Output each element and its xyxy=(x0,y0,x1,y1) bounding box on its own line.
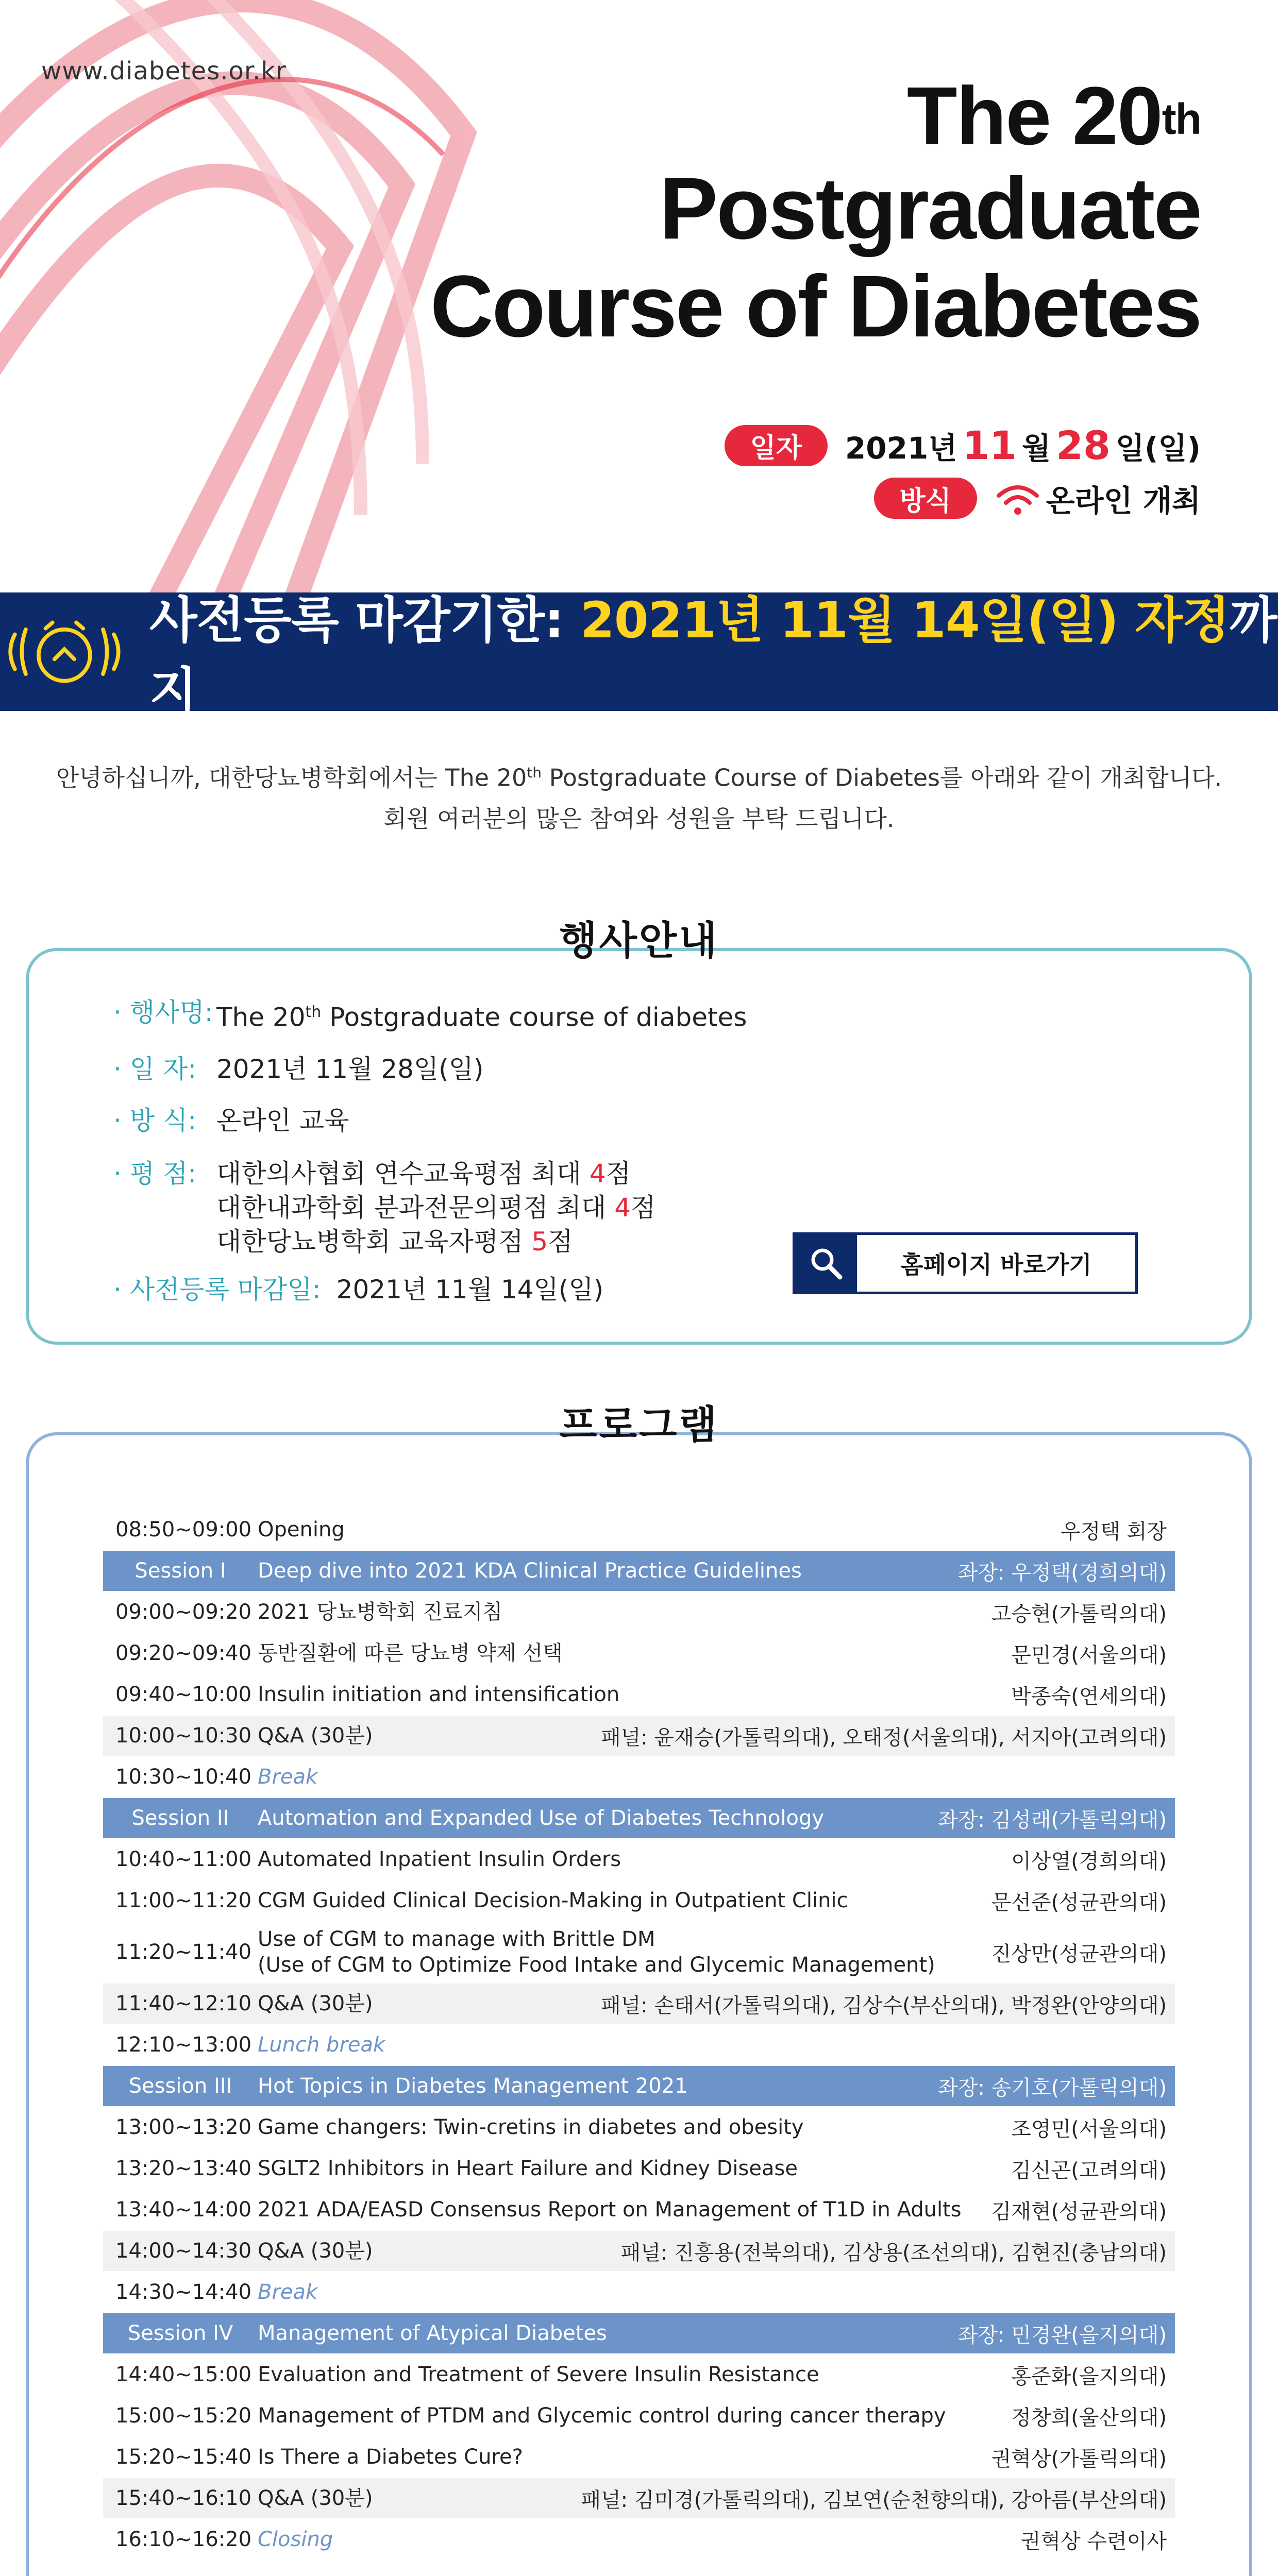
program-time: 09:20~09:40 xyxy=(115,1641,252,1665)
deadline-banner xyxy=(0,591,1278,720)
event-method-row xyxy=(113,1095,938,1146)
page-title xyxy=(430,72,1201,355)
credit-text: 대한의사협회 연수교육평점 최대 xyxy=(216,1158,590,1189)
qa-row xyxy=(103,1984,1175,2025)
program-person: 홍준화(을지의대) xyxy=(1011,2364,1167,2388)
program-content: Automation and Expanded Use of Diabetes Technology xyxy=(258,1806,825,1830)
program-content: Game changers: Twin-cretins in diabetes and obesity xyxy=(258,2115,804,2139)
program-row xyxy=(103,1592,1175,1633)
program-row xyxy=(103,1880,1175,1922)
program-time: 16:10~16:20 xyxy=(115,2528,252,2551)
program-time: 10:40~11:00 xyxy=(115,1848,252,1871)
program-content: Opening xyxy=(258,1518,345,1541)
program-time: 13:00~13:20 xyxy=(115,2115,252,2139)
program-content: Is There a Diabetes Cure? xyxy=(258,2445,523,2469)
date-day: 28 xyxy=(1056,422,1111,468)
credit-item xyxy=(216,1225,655,1259)
program-row xyxy=(103,2107,1175,2148)
program-content: Management of Atypical Diabetes xyxy=(258,2321,607,2345)
session-header-row xyxy=(103,1798,1175,1839)
session-header-row xyxy=(103,2313,1175,2354)
credit-item xyxy=(216,1191,655,1225)
program-person: 패널: 김미경(가톨릭의대), 김보연(순천향의대), 강아름(부산의대) xyxy=(581,2488,1167,2512)
program-person: 이상열(경희의대) xyxy=(1011,1849,1167,1873)
program-content: Deep dive into 2021 KDA Clinical Practice Guidelines xyxy=(258,1559,802,1583)
program-person: 좌장: 민경완(을지의대) xyxy=(957,2323,1167,2347)
method-value: 온라인 개최 xyxy=(1046,483,1201,518)
date-month: 11 xyxy=(962,422,1017,468)
program-person: 권혁상(가톨릭의대) xyxy=(991,2447,1167,2471)
title-line1: The 20 xyxy=(906,70,1162,162)
program-content: 2021 ADA/EASD Consensus Report on Management of T1D in Adults xyxy=(258,2198,962,2222)
program-content-line2: (Use of CGM to Optimize Food Intake and Glycemic Management) xyxy=(258,1953,935,1977)
program-person: 우정택 회장 xyxy=(1061,1519,1167,1544)
program-time: 15:20~15:40 xyxy=(115,2445,252,2469)
program-time: Session I xyxy=(134,1559,226,1583)
event-method-label: · 방 식: xyxy=(113,1095,216,1146)
program-content: Automated Inpatient Insulin Orders xyxy=(258,1848,621,1871)
program-time: 11:00~11:20 xyxy=(115,1889,252,1912)
deadline-text xyxy=(149,581,1278,722)
program-person: 김재현(성균관의대) xyxy=(991,2199,1167,2224)
title-line2: Postgraduate xyxy=(659,160,1201,258)
credit-unit: 점 xyxy=(606,1158,631,1189)
intro-line2: 회원 여러분의 많은 참여와 성원을 부탁 드립니다. xyxy=(383,805,895,833)
event-deadline-value: 2021년 11월 14일(일) xyxy=(336,1274,604,1304)
event-name-row xyxy=(113,987,938,1043)
program-content: Q&A (30분) xyxy=(258,1724,373,1748)
program-content: 2021 당뇨병학회 진료지침 xyxy=(258,1600,502,1624)
program-content xyxy=(258,1926,991,1978)
intro-sup: th xyxy=(527,764,542,781)
credit-text: 대한당뇨병학회 교육자평점 xyxy=(216,1226,532,1257)
event-name-value xyxy=(216,987,747,1043)
credit-num: 5 xyxy=(531,1226,548,1257)
event-date-label: · 일 자: xyxy=(113,1043,216,1095)
program-row xyxy=(103,2190,1175,2231)
date-pill: 일자 xyxy=(725,425,828,466)
deadline-pre: 사전등록 마감기한: xyxy=(149,591,580,649)
program-time: 09:00~09:20 xyxy=(115,1600,252,1624)
credit-unit: 점 xyxy=(548,1226,573,1257)
program-row xyxy=(103,2148,1175,2190)
program-time: 14:40~15:00 xyxy=(115,2363,252,2386)
program-content: Closing xyxy=(258,2528,333,2551)
program-person: 패널: 윤재승(가톨릭의대), 오태정(서울의대), 서지아(고려의대) xyxy=(600,1725,1167,1750)
program-person: 좌장: 우정택(경희의대) xyxy=(957,1561,1167,1585)
session-header-row xyxy=(103,2066,1175,2107)
program-time: Session III xyxy=(128,2074,232,2098)
event-name-pre: The 20 xyxy=(216,1002,306,1032)
program-row xyxy=(103,2354,1175,2396)
program-row xyxy=(103,1839,1175,1880)
credit-unit: 점 xyxy=(631,1192,656,1223)
program-time: 13:40~14:00 xyxy=(115,2198,252,2222)
program-content: 동반질환에 따른 당뇨병 약제 선택 xyxy=(258,1641,563,1665)
event-credit-list xyxy=(216,1157,655,1259)
program-person: 문민경(서울의대) xyxy=(1011,1643,1167,1667)
session-header-row xyxy=(103,1551,1175,1592)
program-time: 11:40~12:10 xyxy=(115,1992,252,2015)
title-line3: Course of Diabetes xyxy=(430,258,1201,355)
title-sup: th xyxy=(1162,95,1201,143)
homepage-button[interactable] xyxy=(793,1232,1138,1294)
intro-line1 xyxy=(0,752,1278,798)
date-pre: 2021년 xyxy=(845,430,957,466)
method-row xyxy=(874,477,1201,520)
event-name-post: Postgraduate course of diabetes xyxy=(321,1002,747,1032)
program-time: 12:10~13:00 xyxy=(115,2033,252,2057)
program-content: Insulin initiation and intensification xyxy=(258,1683,620,1706)
program-content: Hot Topics in Diabetes Management 2021 xyxy=(258,2074,688,2098)
program-content: SGLT2 Inhibitors in Heart Failure and Kidney Disease xyxy=(258,2157,798,2180)
intro-line1-post: Postgraduate Course of Diabetes를 아래와 같이 개최합니다. xyxy=(541,764,1222,792)
event-name-sup: th xyxy=(305,1003,322,1021)
program-time: Session II xyxy=(131,1806,229,1830)
method-value-wrap xyxy=(995,477,1201,520)
event-date-row xyxy=(113,1043,938,1095)
event-method-value: 온라인 교육 xyxy=(216,1105,349,1136)
program-time: 15:40~16:10 xyxy=(115,2486,252,2510)
program-time: 14:30~14:40 xyxy=(115,2280,252,2304)
homepage-button-label: 홈페이지 바로가기 xyxy=(900,1251,1092,1279)
section-title-program-text: 프로그램 xyxy=(539,1394,739,1450)
program-content: Q&A (30분) xyxy=(258,2239,373,2263)
program-person: 좌장: 송기호(가톨릭의대) xyxy=(938,2076,1167,2100)
program-person: 패널: 손태서(가톨릭의대), 김상수(부산의대), 박정완(안양의대) xyxy=(600,1993,1167,2018)
program-time: 08:50~09:00 xyxy=(115,1518,252,1541)
program-content: Q&A (30분) xyxy=(258,1992,373,2015)
event-deadline-label: · 사전등록 마감일: xyxy=(113,1264,321,1315)
wifi-icon xyxy=(995,480,1041,516)
program-row xyxy=(103,1633,1175,1674)
break-row xyxy=(103,2519,1175,2561)
program-time: 10:00~10:30 xyxy=(115,1724,252,1748)
qa-row xyxy=(103,2231,1175,2272)
site-url[interactable]: www.diabetes.or.kr xyxy=(41,57,287,86)
credit-num: 4 xyxy=(614,1192,631,1223)
program-person: 권혁상 수련이사 xyxy=(1020,2529,1167,2553)
program-time: 11:20~11:40 xyxy=(115,1940,252,1964)
credit-num: 4 xyxy=(589,1158,606,1189)
program-content: Management of PTDM and Glycemic control during cancer therapy xyxy=(258,2404,946,2428)
credit-text: 대한내과학회 분과전문의평점 최대 xyxy=(216,1192,615,1223)
program-table xyxy=(103,1510,1175,2561)
section-title-event xyxy=(0,909,1278,965)
program-time: 09:40~10:00 xyxy=(115,1683,252,1706)
program-row xyxy=(103,1922,1175,1984)
program-person: 고승현(가톨릭의대) xyxy=(991,1602,1167,1626)
section-title-event-text: 행사안내 xyxy=(539,909,739,965)
program-content: Lunch break xyxy=(258,2033,385,2057)
program-person: 박종숙(연세의대) xyxy=(1011,1684,1167,1708)
method-pill: 방식 xyxy=(874,478,977,519)
event-name-label: · 행사명: xyxy=(113,987,216,1043)
date-mid: 월 xyxy=(1022,430,1051,466)
program-person: 진상만(성균관의대) xyxy=(991,1942,1167,1966)
program-time: 15:00~15:20 xyxy=(115,2404,252,2428)
event-credit-label: · 평 점: xyxy=(113,1157,216,1259)
program-content-line1: Use of CGM to manage with Brittle DM xyxy=(258,1927,655,1951)
break-row xyxy=(103,1757,1175,1798)
intro-text xyxy=(0,752,1278,839)
program-content: Evaluation and Treatment of Severe Insulin Resistance xyxy=(258,2363,819,2386)
program-time: Session IV xyxy=(127,2321,233,2345)
program-row xyxy=(103,2437,1175,2478)
program-person: 패널: 진흥용(전북의대), 김상용(조선의대), 김현진(충남의대) xyxy=(620,2241,1167,2265)
date-row xyxy=(725,422,1201,468)
program-person: 조영민(서울의대) xyxy=(1011,2117,1167,2141)
qa-row xyxy=(103,1716,1175,1757)
break-row xyxy=(103,2025,1175,2066)
date-value xyxy=(845,422,1201,468)
event-date-value: 2021년 11월 28일(일) xyxy=(216,1054,484,1084)
search-icon xyxy=(808,1245,844,1281)
qa-row xyxy=(103,2478,1175,2519)
intro-line1-pre: 안녕하십니까, 대한당뇨병학회에서는 The 20 xyxy=(56,764,527,792)
program-person: 정창희(울산의대) xyxy=(1011,2405,1167,2430)
deadline-post: 까지 xyxy=(149,591,1277,720)
program-person: 좌장: 김성래(가톨릭의대) xyxy=(938,1808,1167,1832)
program-row xyxy=(103,1674,1175,1716)
date-post: 일(일) xyxy=(1115,430,1201,466)
hero-section xyxy=(0,0,1278,592)
program-person: 문선준(성균관의대) xyxy=(991,1890,1167,1914)
program-content: Break xyxy=(258,2280,318,2304)
alarm-clock-icon xyxy=(0,608,129,696)
search-icon-wrap xyxy=(795,1235,857,1292)
program-content: CGM Guided Clinical Decision-Making in Outpatient Clinic xyxy=(258,1889,848,1912)
program-row xyxy=(103,2396,1175,2437)
deadline-highlight: 2021년 11월 14일(일) 자정 xyxy=(580,591,1230,649)
program-time: 14:00~14:30 xyxy=(115,2239,252,2263)
program-time: 10:30~10:40 xyxy=(115,1765,252,1789)
break-row xyxy=(103,2272,1175,2313)
program-person: 김신곤(고려의대) xyxy=(1011,2158,1167,2182)
program-content: Q&A (30분) xyxy=(258,2486,373,2510)
section-title-program xyxy=(0,1394,1278,1450)
credit-item xyxy=(216,1157,655,1191)
program-time: 13:20~13:40 xyxy=(115,2157,252,2180)
program-content: Break xyxy=(258,1765,318,1789)
program-row xyxy=(103,1510,1175,1551)
